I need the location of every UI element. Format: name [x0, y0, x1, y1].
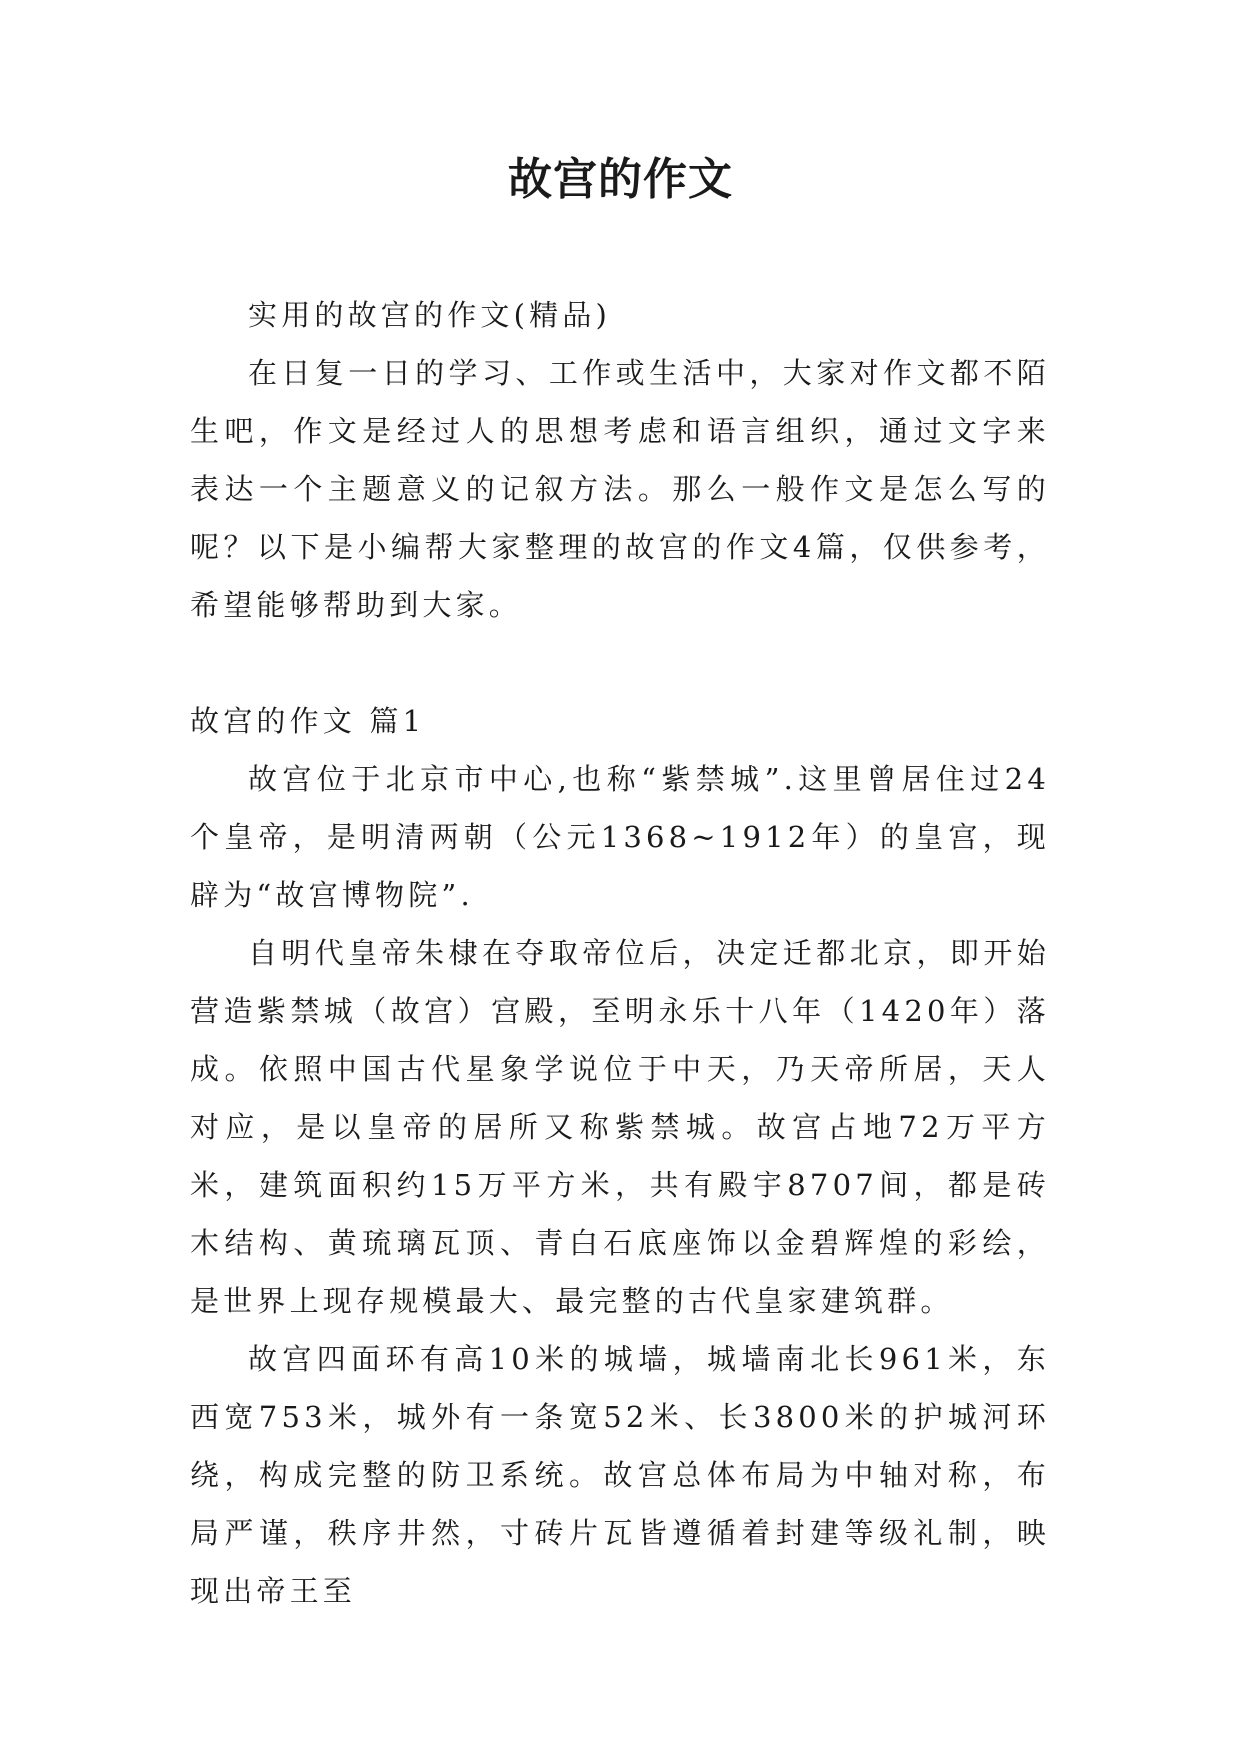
document-body	[190, 286, 1050, 1620]
body-paragraph-2: 自明代皇帝朱棣在夺取帝位后，决定迁都北京，即开始营造紫禁城（故宫）宫殿，至明永乐十八年（1420年）落成。依照中国古代星象学说位于中天，乃天帝所居，天人对应，是以皇帝的居所又称紫禁城。故宫占地72万平方米，建筑面积约15万平方米，共有殿宇8707间，都是砖木结构、黄琉璃瓦顶、青白石底座饰以金碧辉煌的彩绘，是世界上现存规模最大、最完整的古代皇家建筑群。	[190, 936, 1050, 1318]
body-paragraph-3: 故宫四面环有高10米的城墙，城墙南北长961米，东西宽753米，城外有一条宽52米、长3800米的护城河环绕，构成完整的防卫系统。故宫总体布局为中轴对称，布局严谨，秩序井然，寸砖片瓦皆遵循着封建等级礼制，映现出帝王至	[190, 1342, 1050, 1608]
section-heading: 故宫的作文 篇1	[190, 704, 426, 738]
document-title: 故宫的作文	[508, 154, 733, 205]
body-paragraph-1: 故宫位于北京市中心,也称“紫禁城”.这里曾居住过24个皇帝，是明清两朝（公元1368~1912年）的皇宫，现辟为“故宫博物院”.	[190, 762, 1050, 912]
section-gap	[190, 634, 1050, 692]
document-subtitle: 实用的故宫的作文(精品)	[248, 298, 612, 332]
intro-paragraph: 在日复一日的学习、工作或生活中，大家对作文都不陌生吧，作文是经过人的思想考虑和语言组织，通过文字来表达一个主题意义的记叙方法。那么一般作文是怎么写的呢？以下是小编帮大家整理的故宫的作文4篇，仅供参考，希望能够帮助到大家。	[190, 356, 1050, 622]
